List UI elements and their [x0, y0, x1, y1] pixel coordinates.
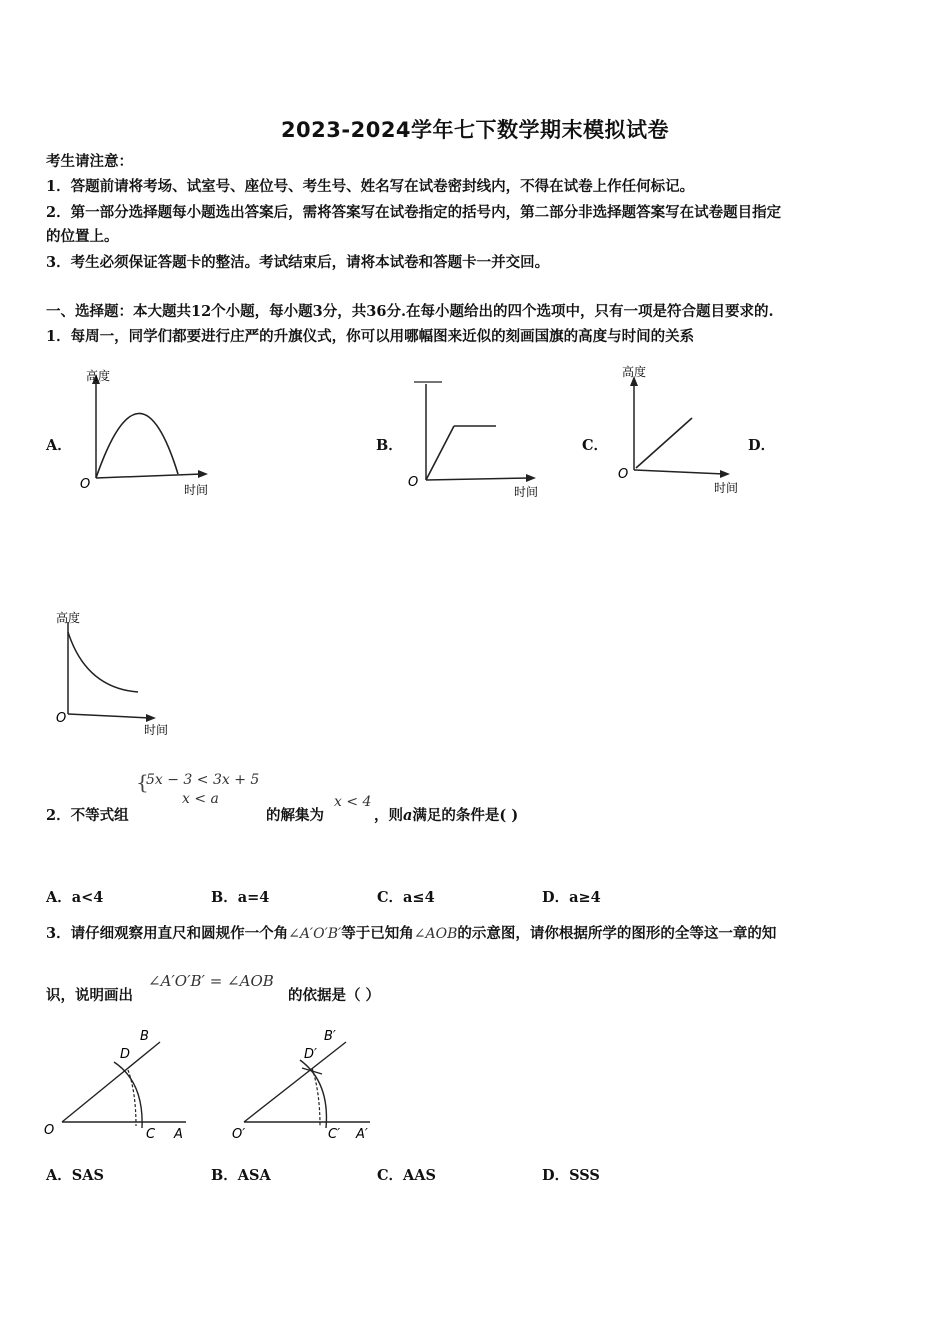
graph-c-x-label: 时间 [714, 481, 739, 495]
section-heading: 一、选择题：本大题共12个小题，每小题3分，共36分.在每小题给出的四个选项中，只有一项是符合题目要求的. [46, 303, 774, 320]
q2-suffix: ，则a满足的条件是( ) [374, 807, 519, 824]
notice-item-2: 2．第一部分选择题每小题选出答案后，需将答案写在试卷指定的括号内，第二部分非选择题答案写在试卷题目指定 [46, 204, 782, 221]
fig2-label-d: D′ [304, 1047, 317, 1062]
q3-figure-aob [40, 1022, 200, 1150]
q2-middle: 的解集为 [266, 807, 324, 824]
q1-option-d[interactable]: D． [748, 437, 776, 454]
q2-option-d[interactable]: D．a≥4 [542, 889, 601, 906]
graph-c-origin: O [618, 467, 629, 482]
graph-b-x-label: 时间 [514, 485, 539, 499]
q2-system-line-2: x < a [182, 791, 219, 807]
fig1-label-a: A [174, 1127, 183, 1142]
graph-d-origin: O [56, 711, 67, 726]
notice-item-2-cont: 的位置上。 [46, 228, 119, 245]
q2-option-c[interactable]: C．a≤4 [377, 889, 435, 906]
q1-stem: 1．每周一，同学们都要进行庄严的升旗仪式，你可以用哪幅图来近似的刻画国旗的高度与时间的关系 [46, 328, 695, 345]
q2-option-a[interactable]: A．a<4 [46, 889, 104, 906]
q1-option-a[interactable]: A． [46, 437, 72, 454]
notice-item-3: 3．考生必须保证答题卡的整洁。考试结束后，请将本试卷和答题卡一并交回。 [46, 254, 550, 271]
graph-a-origin: O [80, 477, 91, 492]
q3-option-b[interactable]: B．ASA [211, 1167, 271, 1184]
q3-equation: ∠A′O′B′ = ∠AOB [148, 972, 274, 990]
q2-prefix: 2．不等式组 [46, 807, 129, 824]
q3-line-2-suffix: 的依据是（ ） [288, 987, 381, 1004]
graph-a [74, 366, 224, 502]
graph-b [402, 370, 552, 504]
page-title: 2023-2024学年七下数学期末模拟试卷 [280, 118, 670, 142]
graph-a-y-label: 高度 [86, 369, 111, 383]
fig2-label-a: A′ [356, 1127, 368, 1142]
brace-symbol: { [136, 770, 149, 794]
fig1-label-c: C [146, 1127, 156, 1142]
graph-c-y-label: 高度 [622, 365, 647, 379]
q3-option-c[interactable]: C．AAS [377, 1167, 437, 1184]
q3-line-2-prefix: 识，说明画出 [46, 987, 133, 1004]
graph-d [50, 608, 180, 740]
q3-option-d[interactable]: D．SSS [542, 1167, 600, 1184]
notice-heading: 考生请注意： [46, 153, 133, 170]
graph-d-x-label: 时间 [144, 723, 169, 737]
fig2-label-b: B′ [324, 1029, 336, 1044]
q2-option-b[interactable]: B．a=4 [211, 889, 270, 906]
q1-option-c[interactable]: C． [582, 437, 609, 454]
graph-c [616, 362, 756, 498]
q2-solution: x < 4 [334, 794, 372, 810]
q3-line-1: 3．请仔细观察用直尺和圆规作一个角∠A′O′B′等于已知角∠AOB的示意图，请你根据所学的图形的全等这一章的知 [46, 925, 777, 942]
graph-a-x-label: 时间 [184, 483, 209, 497]
graph-d-y-label: 高度 [56, 611, 81, 625]
fig1-label-o: O [44, 1123, 55, 1138]
graph-b-origin: O [408, 475, 419, 490]
q3-figure-a-prime-o-prime-b-prime [228, 1022, 388, 1150]
fig1-label-b: B [140, 1029, 149, 1044]
fig1-label-d: D [120, 1047, 131, 1062]
fig2-label-c: C′ [328, 1127, 341, 1142]
q3-option-a[interactable]: A．SAS [46, 1167, 104, 1184]
q2-system-line-1: 5x − 3 < 3x + 5 [146, 772, 260, 788]
notice-item-1: 1．答题前请将考场、试室号、座位号、考生号、姓名写在试卷密封线内，不得在试卷上作任何标记。 [46, 178, 695, 195]
fig2-label-o: O′ [232, 1127, 246, 1142]
q1-option-b[interactable]: B． [376, 437, 403, 454]
